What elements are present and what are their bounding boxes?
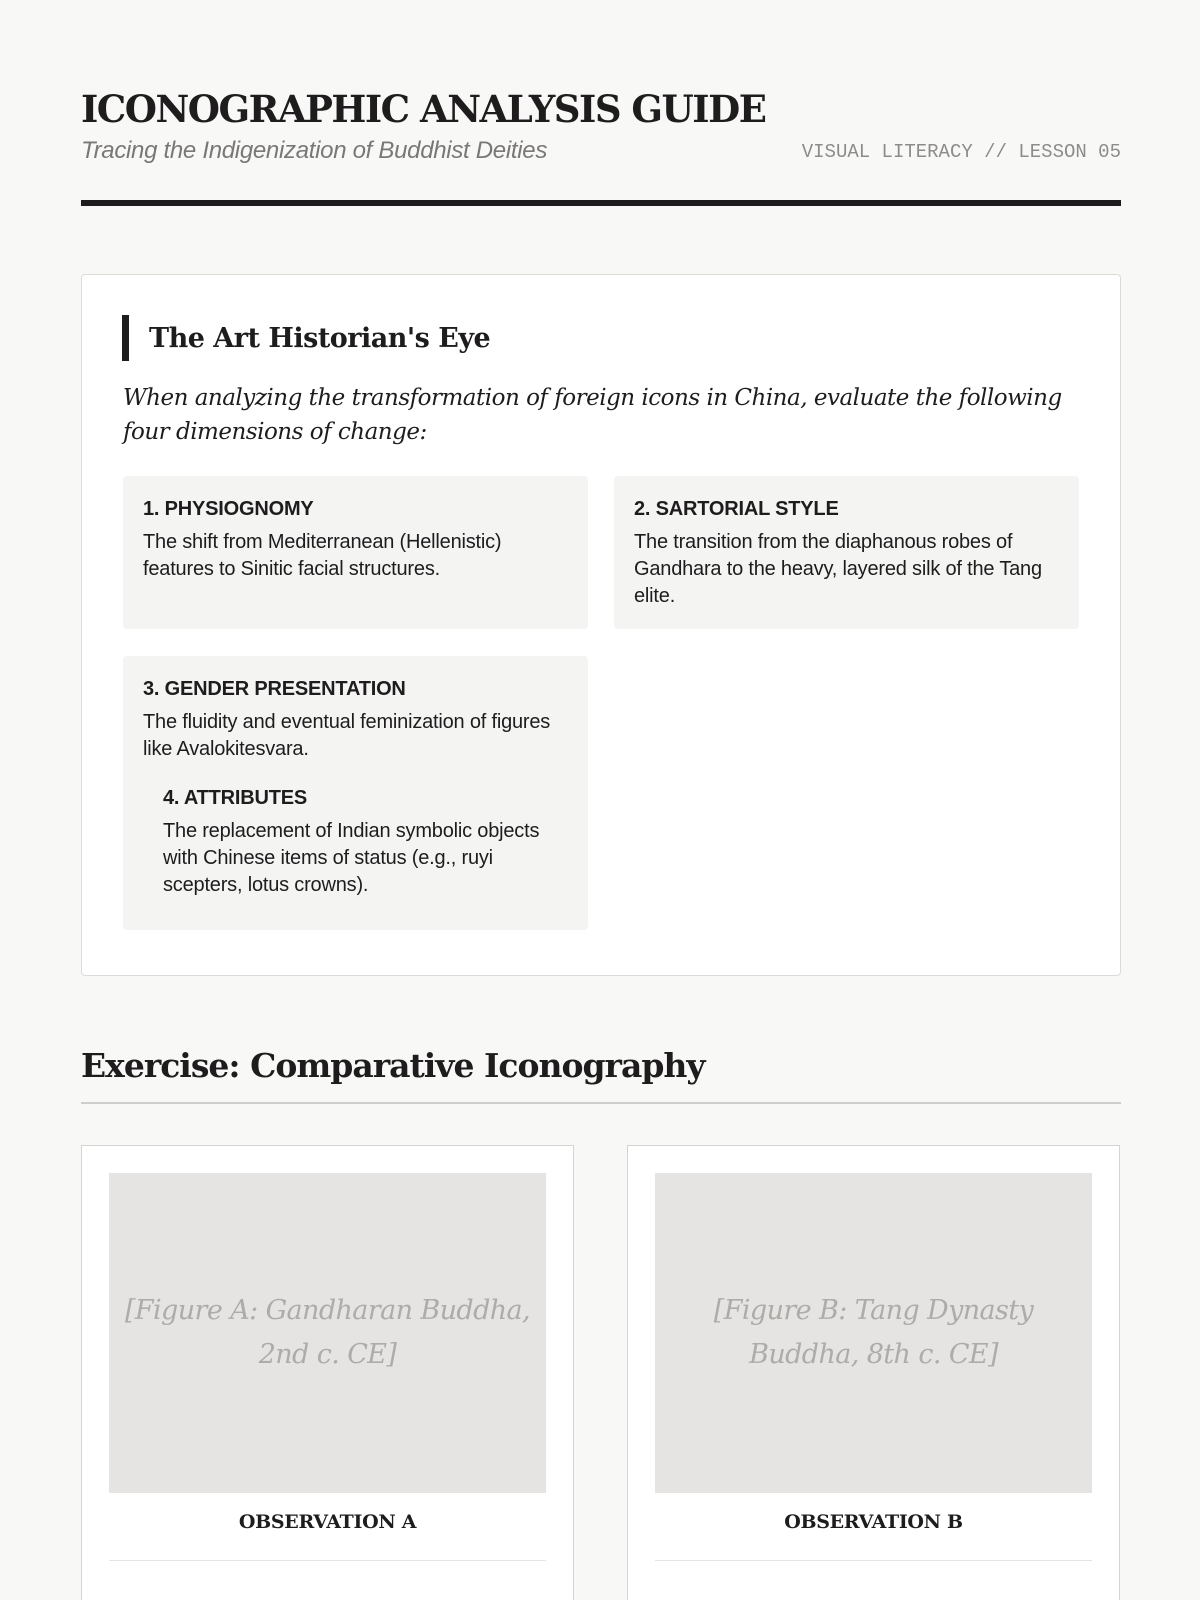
dimension-card-sartorial-style <box>614 476 1079 629</box>
dimension-heading: 3. GENDER PRESENTATION <box>143 678 406 700</box>
dimension-card-physiognomy <box>123 476 588 629</box>
observation-divider <box>655 1560 1092 1561</box>
figure-caption: [Figure B: Tang Dynasty Buddha, 8th c. CE] <box>713 1295 1034 1370</box>
dimension-text: The shift from Mediterranean (Hellenistic) features to Sinitic facial structures. <box>143 531 502 580</box>
section-title: The Art Historian's Eye <box>149 322 491 354</box>
dimension-heading: 4. ATTRIBUTES <box>163 787 308 809</box>
header-divider <box>81 200 1121 206</box>
figure-card-b <box>627 1145 1120 1600</box>
header-block <box>81 86 1121 168</box>
dimension-card-gender-presentation <box>123 656 588 930</box>
observation-label: OBSERVATION B <box>784 1511 963 1533</box>
observation-label: OBSERVATION A <box>238 1511 417 1533</box>
figure-card-a <box>81 1145 574 1600</box>
dimension-card-attributes <box>163 787 568 899</box>
figure-image-placeholder <box>109 1173 546 1493</box>
art-historian-card <box>81 274 1121 976</box>
dimension-text: The replacement of Indian symbolic objects with Chinese items of status (e.g., ruyi scepters, lotus crowns). <box>163 820 540 896</box>
observation-divider <box>109 1560 546 1561</box>
section-intro: When analyzing the transformation of foreign icons in China, evaluate the following four dimensions of change: <box>123 385 1062 445</box>
exercise-divider <box>81 1102 1121 1104</box>
subtitle-row <box>81 134 1121 168</box>
lesson-tag: VISUAL LITERACY // LESSON 05 <box>801 141 1121 163</box>
dimension-text: The transition from the diaphanous robes of Gandhara to the heavy, layered silk of the Tang elite. <box>634 531 1042 607</box>
dimension-text: The fluidity and eventual feminization of figures like Avalokitesvara. <box>143 711 551 760</box>
dimension-heading: 1. PHYSIOGNOMY <box>143 498 314 520</box>
page-title: ICONOGRAPHIC ANALYSIS GUIDE <box>81 87 766 131</box>
figure-image-placeholder <box>655 1173 1092 1493</box>
section-heading <box>122 315 490 361</box>
figure-caption: [Figure A: Gandharan Buddha, 2nd c. CE] <box>124 1295 531 1370</box>
page-subtitle: Tracing the Indigenization of Buddhist Deities <box>81 137 548 164</box>
dimension-heading: 2. SARTORIAL STYLE <box>634 498 839 520</box>
exercise-title: Exercise: Comparative Iconography <box>81 1046 705 1085</box>
